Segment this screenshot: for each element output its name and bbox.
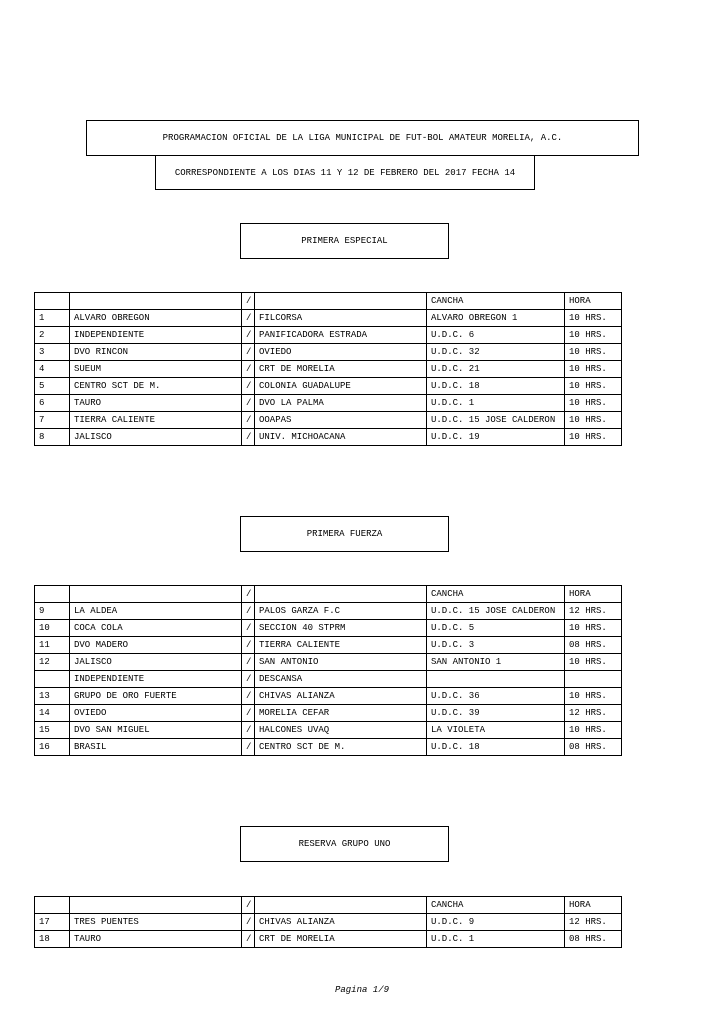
- cell-cancha: U.D.C. 3: [427, 637, 565, 654]
- cell-cancha: ALVARO OBREGON 1: [427, 310, 565, 327]
- cell-sep: /: [242, 620, 255, 637]
- cell-cancha: U.D.C. 19: [427, 429, 565, 446]
- cell-home: COCA COLA: [70, 620, 242, 637]
- column-header-away: [255, 586, 427, 603]
- table-row: [35, 310, 622, 327]
- cell-away: CHIVAS ALIANZA: [255, 914, 427, 931]
- cell-num: 2: [35, 327, 70, 344]
- cell-cancha: U.D.C. 15 JOSE CALDERON: [427, 603, 565, 620]
- column-header-away: [255, 897, 427, 914]
- cell-away: OOAPAS: [255, 412, 427, 429]
- column-header-num: [35, 586, 70, 603]
- table-row: [35, 429, 622, 446]
- cell-sep: /: [242, 671, 255, 688]
- cell-num: 18: [35, 931, 70, 948]
- table-row: [35, 671, 622, 688]
- cell-home: ALVARO OBREGON: [70, 310, 242, 327]
- page-number: Pagina 1/9: [334, 985, 389, 995]
- cell-hora: 10 HRS.: [565, 722, 622, 739]
- table-header-row: [35, 293, 622, 310]
- cell-home: LA ALDEA: [70, 603, 242, 620]
- schedule-table-primera-fuerza: [34, 585, 622, 756]
- cell-num: 3: [35, 344, 70, 361]
- cell-hora: 10 HRS.: [565, 429, 622, 446]
- cell-sep: /: [242, 931, 255, 948]
- cell-cancha: SAN ANTONIO 1: [427, 654, 565, 671]
- cell-sep: /: [242, 637, 255, 654]
- cell-num: 14: [35, 705, 70, 722]
- cell-hora: 12 HRS.: [565, 603, 622, 620]
- cell-sep: /: [242, 914, 255, 931]
- cell-sep: /: [242, 705, 255, 722]
- page-title-text: PROGRAMACION OFICIAL DE LA LIGA MUNICIPAL DE FUT-BOL AMATEUR MORELIA, A.C.: [162, 133, 563, 143]
- section-title-text: RESERVA GRUPO UNO: [298, 839, 391, 849]
- column-header-home: [70, 897, 242, 914]
- cell-num: 7: [35, 412, 70, 429]
- cell-home: INDEPENDIENTE: [70, 671, 242, 688]
- table-header-row: [35, 897, 622, 914]
- cell-sep: /: [242, 603, 255, 620]
- cell-away: CRT DE MORELIA: [255, 361, 427, 378]
- cell-num: 17: [35, 914, 70, 931]
- cell-cancha: U.D.C. 36: [427, 688, 565, 705]
- table-row: [35, 722, 622, 739]
- table-row: [35, 395, 622, 412]
- cell-cancha: U.D.C. 5: [427, 620, 565, 637]
- cell-num: 5: [35, 378, 70, 395]
- cell-away: SAN ANTONIO: [255, 654, 427, 671]
- cell-home: DVO RINCON: [70, 344, 242, 361]
- cell-cancha: U.D.C. 18: [427, 739, 565, 756]
- cell-away: TIERRA CALIENTE: [255, 637, 427, 654]
- cell-home: BRASIL: [70, 739, 242, 756]
- cell-hora: 10 HRS.: [565, 344, 622, 361]
- cell-home: TAURO: [70, 931, 242, 948]
- page-subtitle: [155, 155, 535, 190]
- section-title-primera-especial: [240, 223, 449, 259]
- cell-cancha: U.D.C. 18: [427, 378, 565, 395]
- cell-away: CRT DE MORELIA: [255, 931, 427, 948]
- cell-home: TAURO: [70, 395, 242, 412]
- cell-hora: 10 HRS.: [565, 310, 622, 327]
- cell-away: FILCORSA: [255, 310, 427, 327]
- cell-sep: /: [242, 412, 255, 429]
- table-row: [35, 705, 622, 722]
- cell-away: DVO LA PALMA: [255, 395, 427, 412]
- cell-hora: 08 HRS.: [565, 739, 622, 756]
- cell-hora: 08 HRS.: [565, 637, 622, 654]
- column-header-cancha: CANCHA: [427, 586, 565, 603]
- cell-home: SUEUM: [70, 361, 242, 378]
- table-row: [35, 412, 622, 429]
- cell-hora: [565, 671, 622, 688]
- cell-home: OVIEDO: [70, 705, 242, 722]
- cell-away: DESCANSA: [255, 671, 427, 688]
- cell-hora: 10 HRS.: [565, 412, 622, 429]
- column-header-sep: /: [242, 293, 255, 310]
- cell-sep: /: [242, 378, 255, 395]
- cell-cancha: U.D.C. 39: [427, 705, 565, 722]
- table-row: [35, 620, 622, 637]
- cell-sep: /: [242, 361, 255, 378]
- column-header-hora: HORA: [565, 293, 622, 310]
- table-row: [35, 739, 622, 756]
- cell-cancha: U.D.C. 32: [427, 344, 565, 361]
- cell-cancha: U.D.C. 1: [427, 931, 565, 948]
- cell-away: COLONIA GUADALUPE: [255, 378, 427, 395]
- cell-hora: 12 HRS.: [565, 914, 622, 931]
- column-header-num: [35, 897, 70, 914]
- column-header-home: [70, 293, 242, 310]
- cell-away: HALCONES UVAQ: [255, 722, 427, 739]
- cell-home: JALISCO: [70, 429, 242, 446]
- cell-sep: /: [242, 739, 255, 756]
- cell-num: 15: [35, 722, 70, 739]
- column-header-cancha: CANCHA: [427, 293, 565, 310]
- cell-away: UNIV. MICHOACANA: [255, 429, 427, 446]
- table-row: [35, 378, 622, 395]
- cell-home: GRUPO DE ORO FUERTE: [70, 688, 242, 705]
- cell-cancha: U.D.C. 9: [427, 914, 565, 931]
- cell-cancha: [427, 671, 565, 688]
- column-header-num: [35, 293, 70, 310]
- section-title-reserva-grupo-uno: [240, 826, 449, 862]
- column-header-cancha: CANCHA: [427, 897, 565, 914]
- table-row: [35, 344, 622, 361]
- column-header-hora: HORA: [565, 897, 622, 914]
- schedule-table-reserva-grupo-uno: [34, 896, 622, 948]
- cell-home: TIERRA CALIENTE: [70, 412, 242, 429]
- cell-hora: 10 HRS.: [565, 378, 622, 395]
- page-title: [86, 120, 639, 156]
- table-row: [35, 603, 622, 620]
- table-row: [35, 637, 622, 654]
- section-title-primera-fuerza: [240, 516, 449, 552]
- table-row: [35, 327, 622, 344]
- cell-sep: /: [242, 310, 255, 327]
- cell-cancha: U.D.C. 1: [427, 395, 565, 412]
- cell-hora: 12 HRS.: [565, 705, 622, 722]
- cell-sep: /: [242, 344, 255, 361]
- cell-cancha: LA VIOLETA: [427, 722, 565, 739]
- cell-hora: 10 HRS.: [565, 361, 622, 378]
- cell-home: DVO MADERO: [70, 637, 242, 654]
- cell-hora: 10 HRS.: [565, 395, 622, 412]
- cell-hora: 08 HRS.: [565, 931, 622, 948]
- cell-hora: 10 HRS.: [565, 654, 622, 671]
- cell-num: 11: [35, 637, 70, 654]
- cell-hora: 10 HRS.: [565, 620, 622, 637]
- column-header-away: [255, 293, 427, 310]
- cell-sep: /: [242, 722, 255, 739]
- section-title-text: PRIMERA ESPECIAL: [301, 236, 388, 246]
- cell-num: 16: [35, 739, 70, 756]
- cell-num: 9: [35, 603, 70, 620]
- schedule-table-primera-especial: [34, 292, 622, 446]
- cell-away: PANIFICADORA ESTRADA: [255, 327, 427, 344]
- column-header-home: [70, 586, 242, 603]
- cell-away: PALOS GARZA F.C: [255, 603, 427, 620]
- cell-num: 13: [35, 688, 70, 705]
- cell-cancha: U.D.C. 6: [427, 327, 565, 344]
- table-row: [35, 688, 622, 705]
- table-row: [35, 914, 622, 931]
- cell-home: TRES PUENTES: [70, 914, 242, 931]
- section-title-text: PRIMERA FUERZA: [306, 529, 383, 539]
- cell-away: MORELIA CEFAR: [255, 705, 427, 722]
- cell-num: 12: [35, 654, 70, 671]
- column-header-sep: /: [242, 897, 255, 914]
- cell-away: SECCION 40 STPRM: [255, 620, 427, 637]
- cell-num: 10: [35, 620, 70, 637]
- cell-num: 1: [35, 310, 70, 327]
- table-header-row: [35, 586, 622, 603]
- cell-num: 4: [35, 361, 70, 378]
- column-header-hora: HORA: [565, 586, 622, 603]
- cell-home: JALISCO: [70, 654, 242, 671]
- cell-cancha: U.D.C. 21: [427, 361, 565, 378]
- cell-num: [35, 671, 70, 688]
- table-row: [35, 654, 622, 671]
- table-row: [35, 931, 622, 948]
- cell-sep: /: [242, 429, 255, 446]
- cell-home: DVO SAN MIGUEL: [70, 722, 242, 739]
- cell-home: CENTRO SCT DE M.: [70, 378, 242, 395]
- cell-home: INDEPENDIENTE: [70, 327, 242, 344]
- cell-away: CHIVAS ALIANZA: [255, 688, 427, 705]
- cell-away: OVIEDO: [255, 344, 427, 361]
- cell-num: 6: [35, 395, 70, 412]
- cell-sep: /: [242, 395, 255, 412]
- column-header-sep: /: [242, 586, 255, 603]
- cell-away: CENTRO SCT DE M.: [255, 739, 427, 756]
- cell-cancha: U.D.C. 15 JOSE CALDERON: [427, 412, 565, 429]
- cell-num: 8: [35, 429, 70, 446]
- cell-sep: /: [242, 688, 255, 705]
- page-subtitle-text: CORRESPONDIENTE A LOS DIAS 11 Y 12 DE FEBRERO DEL 2017 FECHA 14: [174, 167, 516, 178]
- cell-hora: 10 HRS.: [565, 688, 622, 705]
- cell-sep: /: [242, 654, 255, 671]
- cell-hora: 10 HRS.: [565, 327, 622, 344]
- table-row: [35, 361, 622, 378]
- cell-sep: /: [242, 327, 255, 344]
